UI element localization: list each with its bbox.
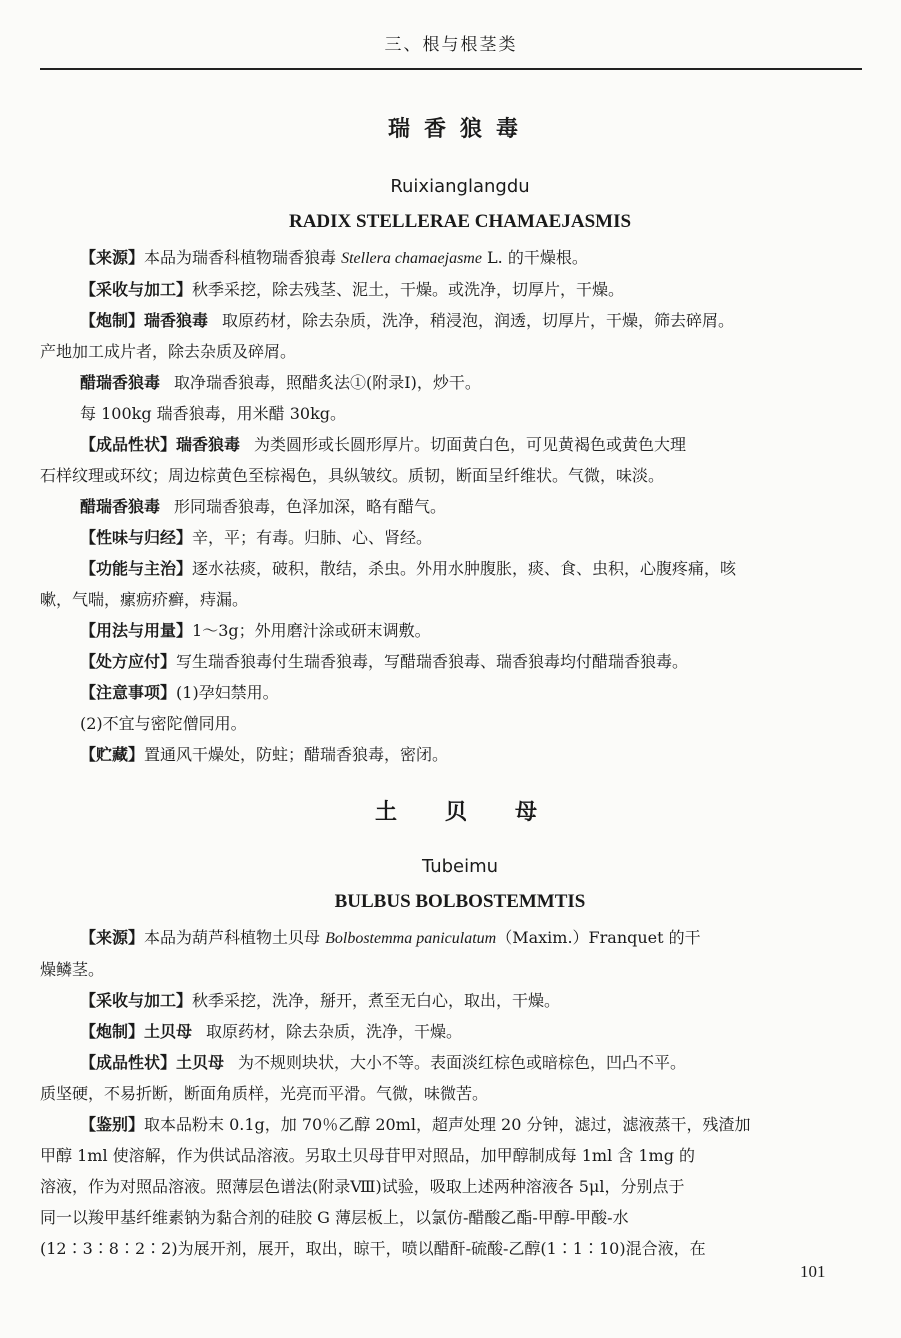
- label: 【贮藏】: [80, 745, 145, 764]
- entry-latin: RADIX STELLERAE CHAMAEJASMIS: [288, 211, 632, 232]
- label: 【成品性状】: [80, 1053, 177, 1072]
- vinegar-amount: 每 100kg 瑞香狼毒，用米醋 30kg。: [80, 404, 347, 423]
- text: 形同瑞香狼毒，色泽加深，略有醋气。: [174, 497, 447, 516]
- id-para: [80, 1109, 840, 1140]
- entry-ruixianglangdu: [80, 112, 840, 143]
- text: 取原药材，除去杂质，洗净，干燥。: [206, 1022, 463, 1041]
- id-cont: 同一以羧甲基纤维素钠为黏合剂的硅胶 G 薄层板上，以氯仿-醋酸乙酯-甲醇-甲酸-水: [40, 1208, 629, 1227]
- label: 【处方应付】: [80, 652, 177, 671]
- page-number: 101: [800, 1262, 826, 1281]
- label: 【注意事项】: [80, 683, 177, 702]
- text: 辛，平；有毒。归肺、心、肾经。: [192, 528, 433, 547]
- sub-label: 瑞香狼毒: [176, 435, 241, 454]
- text: 逐水祛痰，破积，散结，杀虫。外用水肿腹胀，痰、食、虫积，心腹疼痛，咳: [192, 559, 737, 578]
- text: 本品为瑞香科植物瑞香狼毒: [144, 248, 342, 267]
- func-para: [80, 553, 840, 584]
- char-cont: 石样纹理或环纹；周边棕黄色至棕褐色，具纵皱纹。质韧，断面呈纤维状。气微，味淡。: [40, 466, 665, 485]
- process-cont: 产地加工成片者，除去杂质及碎屑。: [40, 342, 297, 361]
- text: L. 的干燥根。: [481, 248, 588, 267]
- text: 取净瑞香狼毒，照醋炙法①(附录Ⅰ)，炒干。: [174, 373, 481, 392]
- text: 取本品粉末 0.1g，加 70％乙醇 20ml，超声处理 20 分钟，滤过，滤液蒸干，残渣加: [144, 1115, 751, 1134]
- species-name: Bolbostemma paniculatum: [325, 930, 497, 947]
- label: 【性味与归经】: [80, 528, 193, 547]
- text: 1～3g；外用磨汁涂或研末调敷。: [192, 621, 431, 640]
- char-para: [80, 429, 840, 460]
- text: 为不规则块状，大小不等。表面淡红棕色或暗棕色，凹凸不平。: [238, 1053, 687, 1072]
- process-para: [80, 305, 840, 336]
- harvest-para: [80, 274, 840, 305]
- id-cont: 溶液，作为对照品溶液。照薄层色谱法(附录Ⅷ)试验，吸取上述两种溶液各 5μl，分别点于: [40, 1177, 685, 1196]
- sub-label: 醋瑞香狼毒: [80, 373, 161, 392]
- entry-title-cn: 瑞香狼毒: [387, 116, 532, 142]
- store-para: [80, 739, 840, 770]
- section-title: 三、根与根茎类: [384, 35, 518, 55]
- label: 【来源】: [80, 248, 145, 267]
- label: 【成品性状】: [80, 435, 177, 454]
- running-header: [40, 0, 862, 70]
- text: 为类圆形或长圆形厚片。切面黄白色，可见黄褐色或黄色大理: [254, 435, 687, 454]
- char-cont: 质坚硬，不易折断，断面角质样，光亮而平滑。气微，味微苦。: [40, 1084, 489, 1103]
- entry-title-cn: 土贝母: [374, 799, 585, 825]
- taste-para: [80, 522, 840, 553]
- sub-label: 瑞香狼毒: [144, 311, 209, 330]
- char-para: [80, 1047, 840, 1078]
- vinegar-para: [80, 367, 840, 398]
- label: 【炮制】: [80, 311, 145, 330]
- usage-para: [80, 615, 840, 646]
- label: 【炮制】: [80, 1022, 145, 1041]
- sub-label: 土贝母: [176, 1053, 225, 1072]
- entry-pinyin: Tubeimu: [421, 856, 499, 877]
- label: 【用法与用量】: [80, 621, 193, 640]
- sub-label: 醋瑞香狼毒: [80, 497, 161, 516]
- process-para: [80, 1016, 840, 1047]
- rx-para: [80, 646, 840, 677]
- text: 取原药材，除去杂质，洗净，稍浸泡，润透，切厚片，干燥，筛去碎屑。: [222, 311, 735, 330]
- id-cont: 甲醇 1ml 使溶解，作为供试品溶液。另取土贝母苷甲对照品，加甲醇制成每 1ml 含 1mg 的: [40, 1146, 696, 1165]
- label: 【来源】: [80, 928, 145, 947]
- text: 置通风干燥处，防蛀；醋瑞香狼毒，密闭。: [144, 745, 449, 764]
- note2: (2)不宜与密陀僧同用。: [80, 714, 247, 733]
- source-para: [80, 922, 840, 954]
- char2-para: [80, 491, 840, 522]
- entry-pinyin: Ruixianglangdu: [390, 176, 530, 197]
- entry-latin: BULBUS BOLBOSTEMMTIS: [334, 891, 586, 912]
- harvest-para: [80, 985, 840, 1016]
- sub-label: 土贝母: [144, 1022, 193, 1041]
- text: 秋季采挖，洗净，掰开，煮至无白心，取出，干燥。: [192, 991, 561, 1010]
- source-para: [80, 242, 840, 274]
- entry-tubeimu: [80, 795, 840, 826]
- text: 本品为葫芦科植物土贝母: [144, 928, 326, 947]
- note-para: [80, 677, 840, 708]
- species-name: Stellera chamaejasme: [341, 250, 482, 267]
- label: 【采收与加工】: [80, 991, 193, 1010]
- text: 写生瑞香狼毒付生瑞香狼毒，写醋瑞香狼毒、瑞香狼毒均付醋瑞香狼毒。: [176, 652, 689, 671]
- entry1-body: [40, 242, 840, 770]
- text: （Maxim.）Franquet 的干: [496, 928, 701, 947]
- text: (1)孕妇禁用。: [176, 683, 279, 702]
- func-cont: 嗽，气喘，瘰疬疥癣，痔漏。: [40, 590, 249, 609]
- label: 【采收与加工】: [80, 280, 193, 299]
- id-cont: (12∶3∶8∶2∶2)为展开剂，展开，取出，晾干，喷以醋酐-硫酸-乙醇(1∶1∶10)混合液，在: [40, 1239, 706, 1258]
- source-cont: 燥鳞茎。: [40, 960, 105, 979]
- entry2-body: [40, 922, 840, 1264]
- text: 秋季采挖，除去残茎、泥土，干燥。或洗净，切厚片，干燥。: [192, 280, 625, 299]
- label: 【鉴别】: [80, 1115, 145, 1134]
- label: 【功能与主治】: [80, 559, 193, 578]
